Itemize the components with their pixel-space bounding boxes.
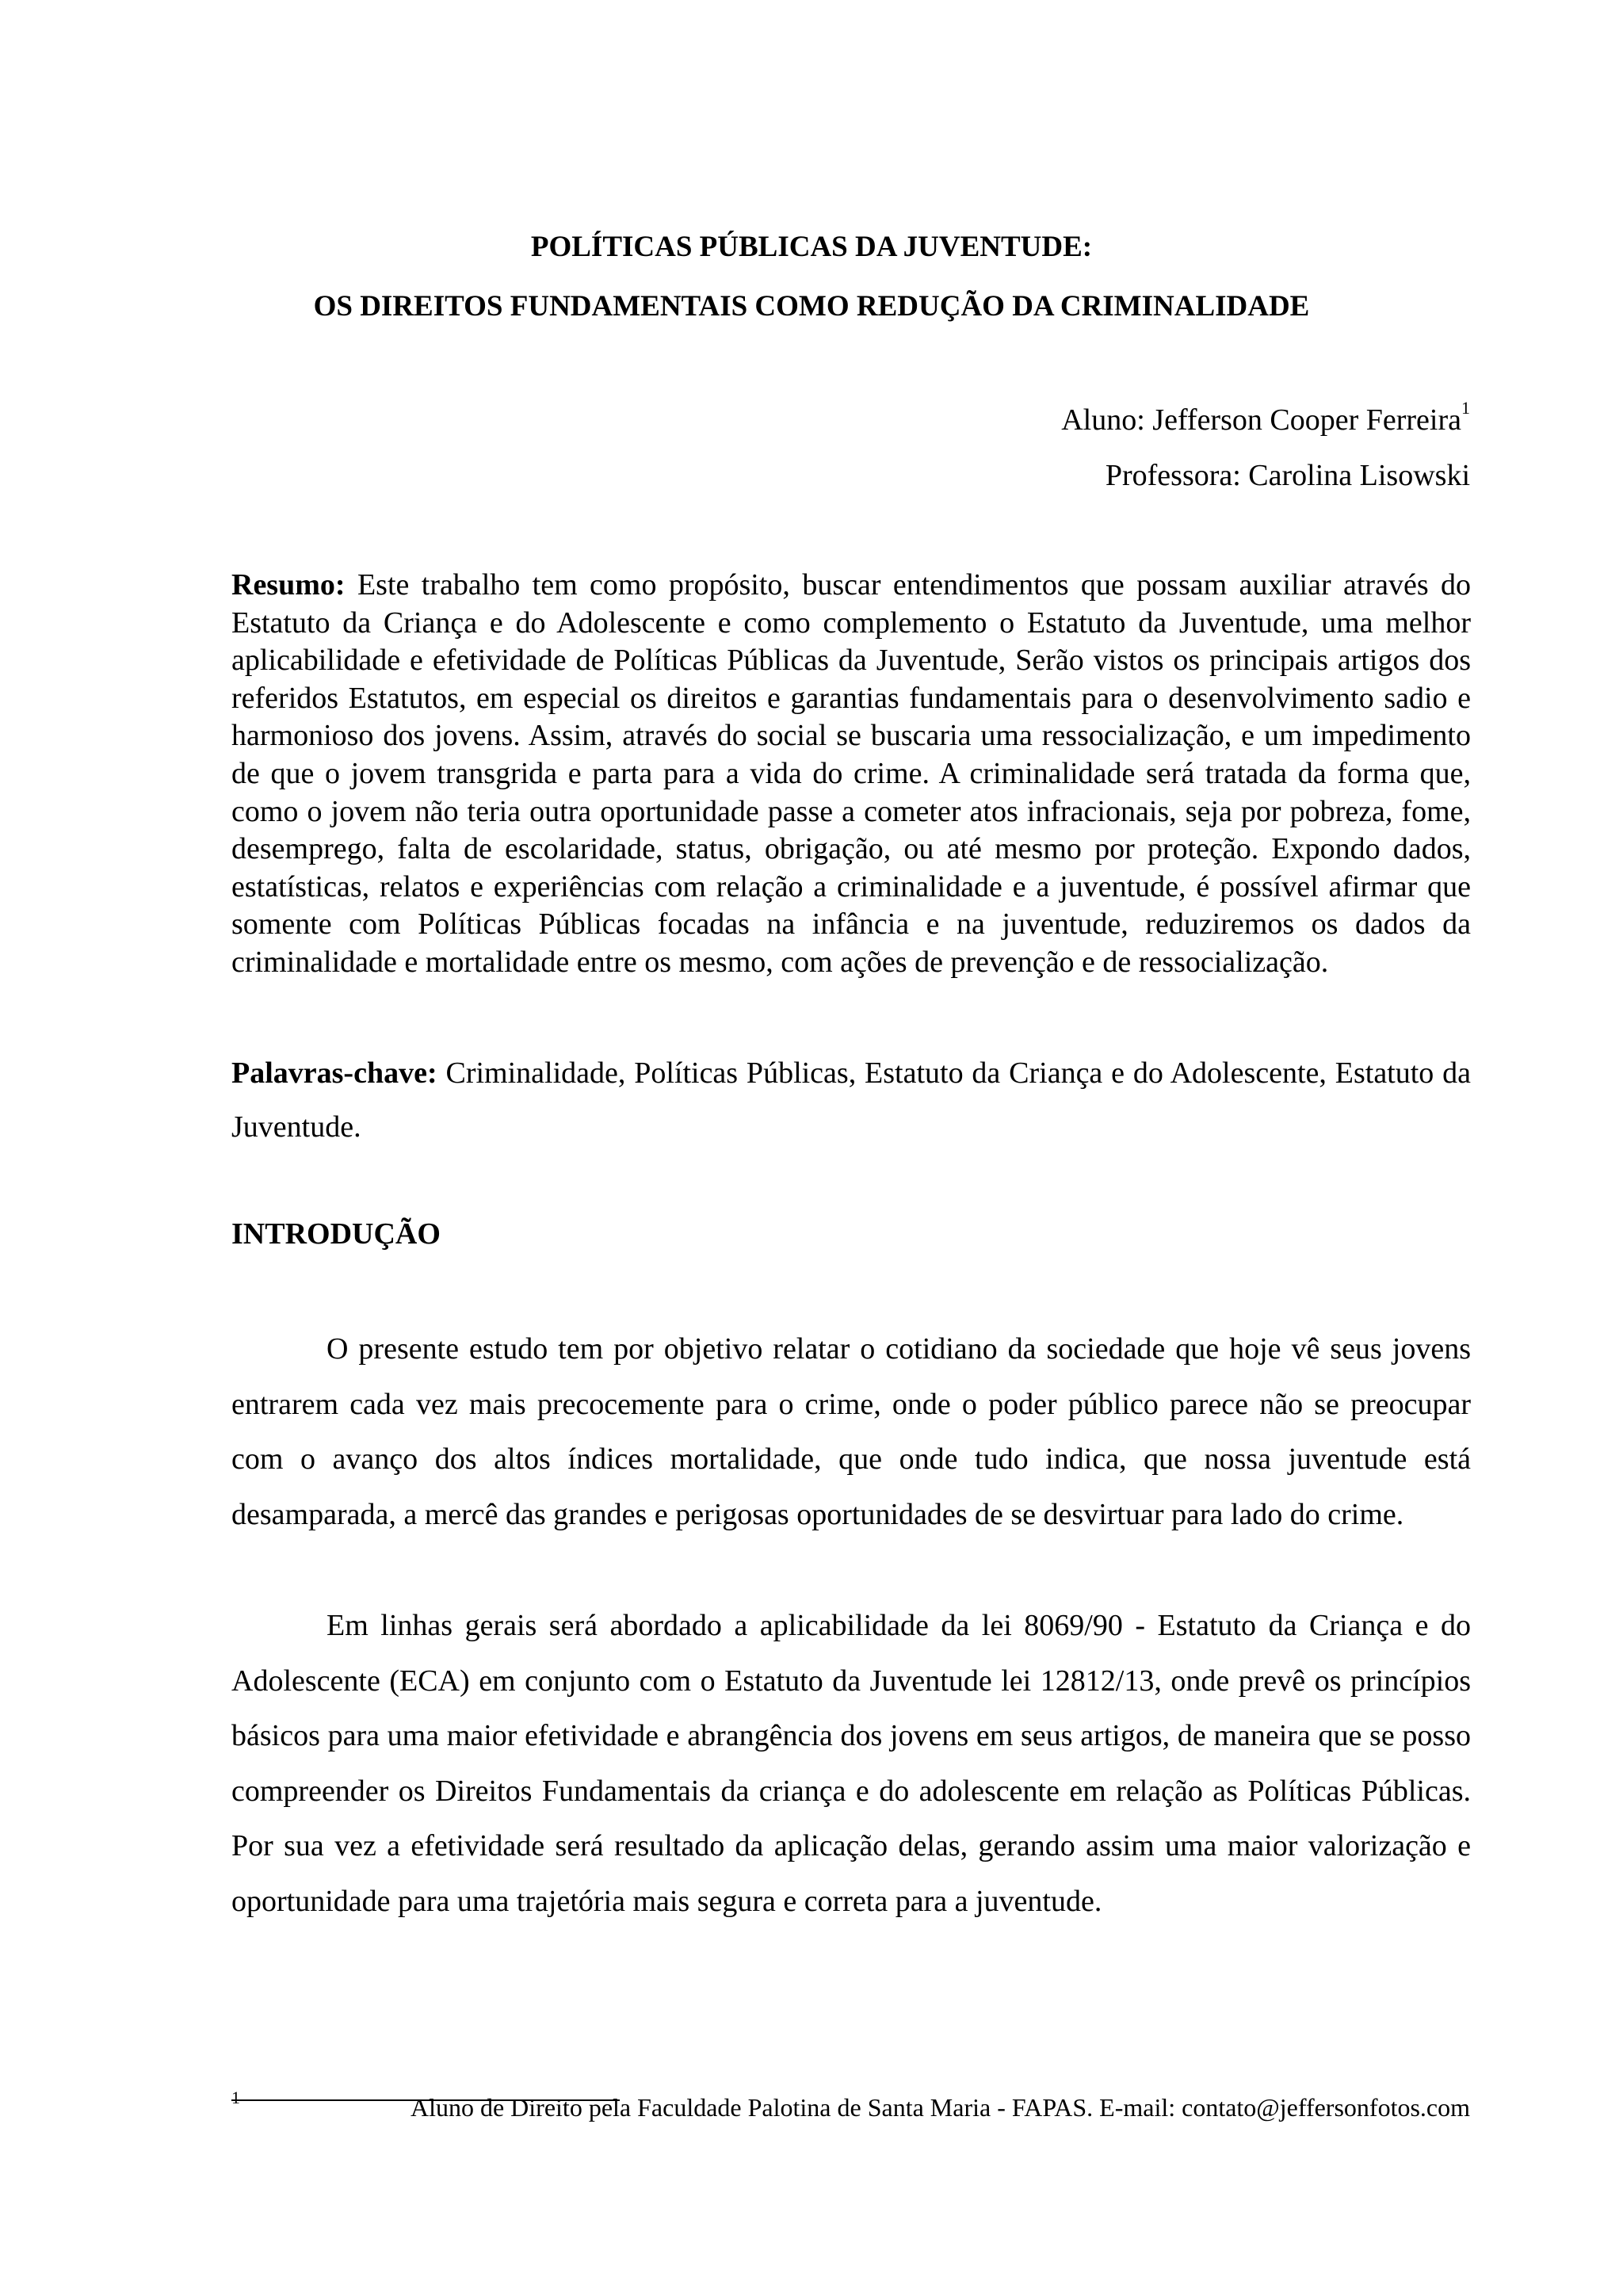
keywords-text: Criminalidade, Políticas Públicas, Estatuto da Criança e do Adolescente, Estatuto da Juventude.: [231, 1056, 1472, 1144]
student-name: Aluno: Jefferson Cooper Ferreira: [1061, 403, 1461, 437]
footnote-text: Aluno de Direito pela Faculdade Palotina de Santa Maria - FAPAS. E-mail: contato@jeffersonfotos.com: [410, 2093, 1470, 2122]
professor-author: Professora: Carolina Lisowski: [1105, 459, 1470, 492]
footnote-number: 1: [231, 2088, 240, 2107]
introduction-paragraph-1: O presente estudo tem por objetivo relatar o cotidiano da sociedade que hoje vê seus jovens entrarem cada vez mais precocemente para o crime, onde o poder público parece não se preocupar com o avanço dos altos índices mortalidade, que onde tudo indica, que nossa juventude está desamparada, a mercê das grandes e perigosas oportunidades de se desvirtuar para lado do crime.: [231, 1332, 1471, 1531]
introduction-paragraph-2: Em linhas gerais será abordado a aplicabilidade da lei 8069/90 - Estatuto da Criança e do Adolescente (ECA) em conjunto com o Estatuto da Juventude lei 12812/13, onde prevê os princípios básicos para uma maior efetividade e abrangência dos jovens em seus artigos, de maneira que se posso compreender os Direitos Fundamentais da criança e do adolescente em relação as Políticas Públicas. Por sua vez a efetividade será resultado da aplicação delas, gerando assim uma maior valorização e oportunidade para uma trajetória mais segura e correta para a juventude.: [231, 1609, 1471, 1918]
paper-title-line-1: POLÍTICAS PÚBLICAS DA JUVENTUDE:: [530, 231, 1093, 263]
abstract-paragraph: [231, 567, 1471, 982]
student-author: [1061, 398, 1470, 437]
introduction-heading: INTRODUÇÃO: [231, 1217, 441, 1251]
paper-title-line-2: OS DIREITOS FUNDAMENTAIS COMO REDUÇÃO DA CRIMINALIDADE: [313, 290, 1310, 323]
abstract-label: Resumo:: [231, 568, 346, 602]
keywords-label: Palavras-chave:: [231, 1056, 437, 1090]
abstract-text: Este trabalho tem como propósito, buscar entendimentos que possam auxiliar através do Estatuto da Criança e do Adolescente e como complemento o Estatuto da Juventude, uma melhor aplicabilidade e efetividade de Políticas Públicas da Juventude, Serão vistos os principais artigos dos referidos Estatutos, em especial os direitos e garantias fundamentais para o desenvolvimento sadio e harmonioso dos jovens. Assim, através do social se buscaria uma ressocialização, e um impedimento de que o jovem transgrida e parta para a vida do crime. A criminalidade será tratada da forma que, como o jovem não teria outra oportunidade passe a cometer atos infracionais, seja por pobreza, fome, desemprego, falta de escolaridade, status, obrigação, ou até mesmo por proteção. Expondo dados, estatísticas, relatos e experiências com relação a criminalidade e a juventude, é possível afirmar que somente com Políticas Públicas focadas na infância e na juventude, reduziremos os dados da criminalidade e mortalidade entre os mesmo, com ações de prevenção e de ressocialização.: [231, 568, 1471, 979]
footnote-reference-mark: 1: [1461, 398, 1470, 418]
keywords-paragraph: [231, 1046, 1471, 1154]
